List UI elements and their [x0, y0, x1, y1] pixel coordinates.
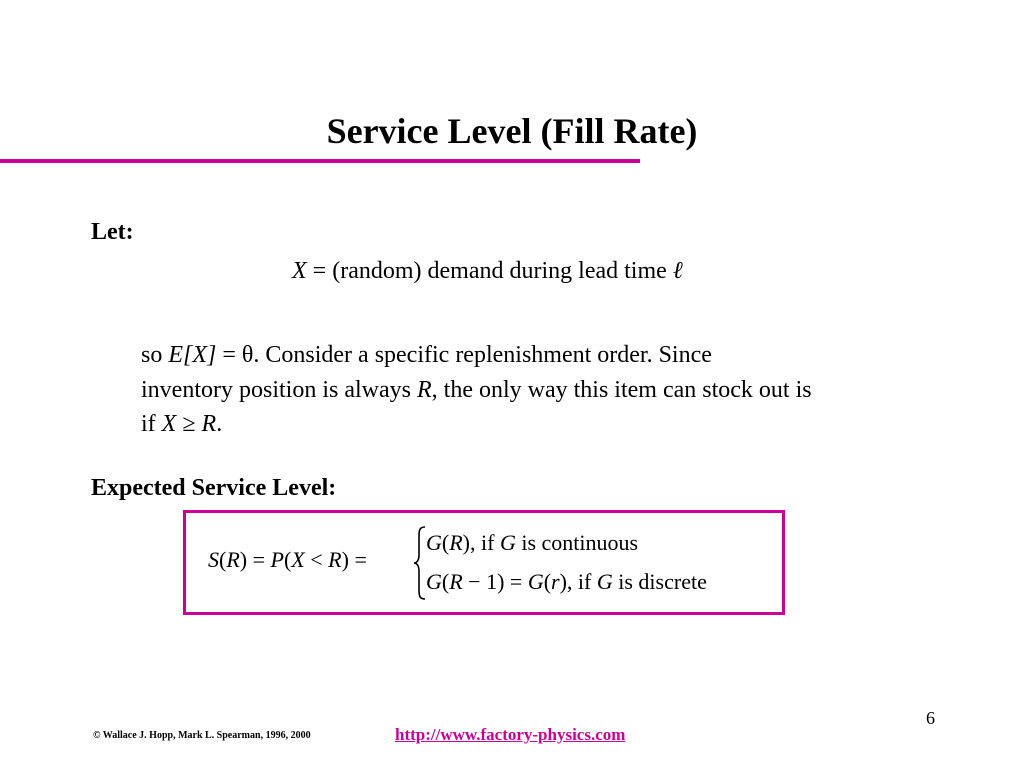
var-g: G [426, 569, 442, 594]
var-r: R [201, 411, 217, 437]
minus-one: − 1) = [462, 569, 528, 594]
text-stock-out: , the only way this item can stock out is [431, 376, 812, 403]
var-r: R [449, 569, 463, 594]
formula-case-discrete [426, 568, 707, 596]
var-x: X [161, 411, 177, 437]
var-r: R [449, 530, 463, 555]
geq-operator: ≥ [176, 411, 202, 437]
paren: ( [441, 530, 450, 555]
formula-lhs [208, 546, 367, 574]
var-r: R [226, 547, 240, 572]
explanation-paragraph [141, 338, 941, 442]
var-r: R [416, 376, 432, 403]
slide-title: Service Level (Fill Rate) [326, 111, 698, 151]
text-continuous: is continuous [515, 530, 639, 555]
paren: ( [543, 569, 552, 594]
paragraph-line-3 [141, 407, 941, 442]
expected-service-level-label: Expected Service Level: [91, 475, 337, 501]
definition-text: (random) demand during lead time [332, 258, 673, 284]
text-if: ), if [559, 569, 597, 594]
copyright-notice: © Wallace J. Hopp, Mark L. Spearman, 1996, 2000 [93, 730, 311, 741]
var-r: R [328, 547, 342, 572]
equals-sign: = [306, 258, 333, 284]
website-link[interactable]: http://www.factory-physics.com [395, 725, 626, 744]
expected-value-expr: E[X] [168, 342, 217, 368]
formula-case-continuous [426, 529, 638, 557]
var-p: P [270, 547, 284, 572]
paragraph-line-2 [141, 373, 941, 408]
formula-box [183, 510, 785, 615]
var-r-lower: r [551, 569, 560, 594]
left-brace-icon [413, 525, 427, 601]
equals: ) = [239, 547, 271, 572]
var-g: G [499, 530, 516, 555]
var-g: G [527, 569, 544, 594]
paren: ( [283, 547, 292, 572]
period: . [216, 411, 223, 437]
title-underline [0, 159, 640, 163]
lead-time-symbol: ℓ [672, 258, 683, 284]
var-g: G [596, 569, 613, 594]
text-if: if [141, 411, 162, 437]
equals: ) = [341, 547, 367, 572]
var-s: S [208, 547, 219, 572]
less-than: < [304, 547, 329, 572]
page-number: 6 [926, 708, 935, 728]
text-inventory: inventory position is always [141, 376, 417, 403]
text-if: ), if [462, 530, 500, 555]
var-x: X [292, 258, 307, 284]
text-consider: = θ. Consider a specific replenishment order. Since [216, 342, 712, 368]
var-g: G [426, 530, 442, 555]
let-label: Let: [91, 219, 134, 245]
paragraph-line-1 [141, 338, 941, 373]
paren: ( [219, 547, 227, 572]
text-discrete: is discrete [612, 569, 707, 594]
paren: ( [441, 569, 450, 594]
var-x: X [291, 547, 305, 572]
text-so: so [141, 342, 169, 368]
definition-line [292, 255, 683, 287]
